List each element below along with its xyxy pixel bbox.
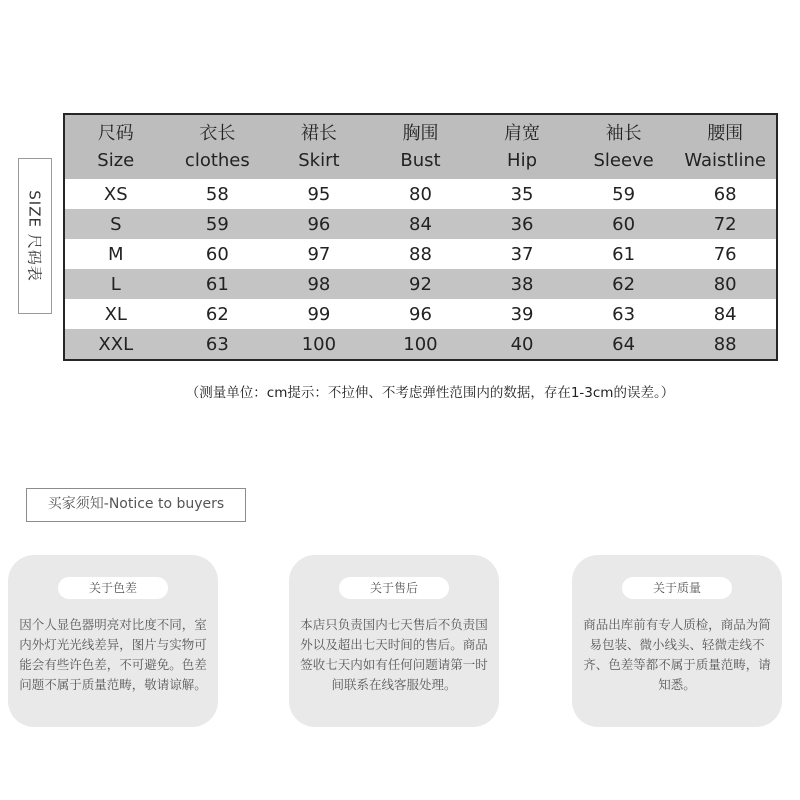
table-cell: 88: [674, 329, 776, 359]
table-cell: 76: [674, 239, 776, 269]
table-row: [65, 209, 776, 239]
card-body: 商品出库前有专人质检，商品为简易包装、微小线头、轻微走线不齐、色差等都不属于质量范畴，请知悉。: [583, 617, 771, 692]
table-cell: XS: [65, 179, 167, 209]
table-cell: 100: [268, 329, 370, 359]
table-cell: 60: [573, 209, 675, 239]
table-cell: M: [65, 239, 167, 269]
table-row: [65, 329, 776, 359]
table-cell: 58: [167, 179, 269, 209]
table-cell: 35: [471, 179, 573, 209]
card-after-sales: [289, 555, 499, 727]
side-label-text: SIZE 尺码表: [25, 190, 44, 282]
table-cell: 37: [471, 239, 573, 269]
card-color-difference: [8, 555, 218, 727]
table-cell: XL: [65, 299, 167, 329]
table-cell: 59: [167, 209, 269, 239]
table-cell: 39: [471, 299, 573, 329]
table-cell: 59: [573, 179, 675, 209]
table-header-row: [65, 115, 776, 179]
table-row: [65, 299, 776, 329]
size-chart-table: [63, 113, 778, 361]
size-chart-side-label: [18, 158, 52, 314]
table-row: [65, 269, 776, 299]
table-cell: 96: [370, 299, 472, 329]
table-cell: 64: [573, 329, 675, 359]
table-cell: 97: [268, 239, 370, 269]
table-cell: 80: [674, 269, 776, 299]
table-cell: 62: [167, 299, 269, 329]
table-cell: S: [65, 209, 167, 239]
table-cell: 63: [573, 299, 675, 329]
header-bust: 胸围 Bust: [370, 115, 472, 179]
header-hip: 肩宽 Hip: [471, 115, 573, 179]
table-cell: 72: [674, 209, 776, 239]
table-row: [65, 239, 776, 269]
table-cell: 88: [370, 239, 472, 269]
card-body: 因个人显色器明亮对比度不同，室内外灯光光线差异，图片与实物可能会有些许色差，不可避免。色差问题不属于质量范畴，敬请谅解。: [19, 617, 207, 692]
table-cell: 98: [268, 269, 370, 299]
table-cell: XXL: [65, 329, 167, 359]
table-cell: 84: [370, 209, 472, 239]
card-body: 本店只负责国内七天售后不负责国外以及超出七天时间的售后。商品签收七天内如有任何问题请第一时间联系在线客服处理。: [300, 617, 488, 692]
card-title: 关于售后: [339, 577, 449, 599]
table-cell: 63: [167, 329, 269, 359]
table-cell: 61: [167, 269, 269, 299]
table-cell: 99: [268, 299, 370, 329]
table-row: [65, 179, 776, 209]
measurement-note: （测量单位：cm提示：不拉伸、不考虑弹性范围内的数据，存在1-3cm的误差。）: [185, 385, 675, 401]
table-cell: L: [65, 269, 167, 299]
table-cell: 84: [674, 299, 776, 329]
header-clothes: 衣长 clothes: [167, 115, 269, 179]
table-cell: 96: [268, 209, 370, 239]
header-waistline: 腰围 Waistline: [674, 115, 776, 179]
table-cell: 100: [370, 329, 472, 359]
table-cell: 40: [471, 329, 573, 359]
card-title: 关于色差: [58, 577, 168, 599]
table-cell: 60: [167, 239, 269, 269]
notice-to-buyers-label: 买家须知-Notice to buyers: [26, 488, 246, 522]
table-cell: 38: [471, 269, 573, 299]
table-cell: 80: [370, 179, 472, 209]
table-cell: 68: [674, 179, 776, 209]
table-cell: 92: [370, 269, 472, 299]
header-sleeve: 袖长 Sleeve: [573, 115, 675, 179]
table-cell: 61: [573, 239, 675, 269]
header-size: 尺码 Size: [65, 115, 167, 179]
card-title: 关于质量: [622, 577, 732, 599]
header-skirt: 裙长 Skirt: [268, 115, 370, 179]
table-cell: 36: [471, 209, 573, 239]
card-quality: [572, 555, 782, 727]
table-cell: 62: [573, 269, 675, 299]
table-cell: 95: [268, 179, 370, 209]
